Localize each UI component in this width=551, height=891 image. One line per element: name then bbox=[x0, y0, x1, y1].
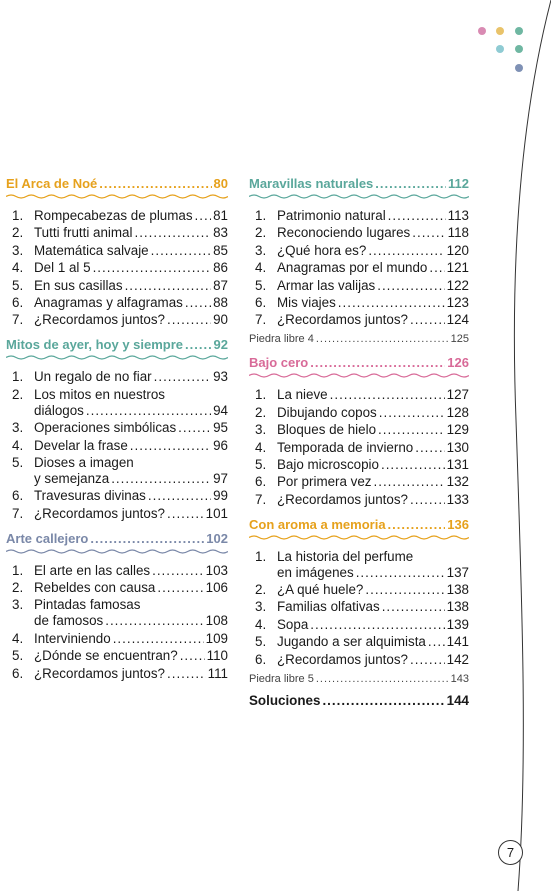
toc-entry[interactable] bbox=[6, 208, 228, 224]
entry-title: ¿Recordamos juntos? bbox=[277, 312, 408, 328]
entry-page: 128 bbox=[446, 404, 469, 420]
section-page: 136 bbox=[447, 516, 469, 532]
entry-page: 93 bbox=[213, 369, 228, 385]
entry-page: 124 bbox=[446, 312, 469, 328]
entry-number: 1. bbox=[12, 369, 24, 385]
toc-extra[interactable] bbox=[249, 332, 469, 346]
section-title[interactable] bbox=[6, 337, 228, 353]
dot-icon bbox=[478, 27, 486, 35]
entry-title: en imágenes bbox=[277, 564, 354, 580]
entry-page: 81 bbox=[213, 208, 228, 223]
dot-leader bbox=[412, 225, 445, 241]
toc-entry[interactable] bbox=[6, 225, 228, 241]
solutions-page: 144 bbox=[446, 692, 469, 708]
entry-title: Familias olfativas bbox=[277, 599, 380, 615]
entry-title: Bloques de hielo bbox=[277, 422, 377, 438]
dot-leader bbox=[125, 278, 212, 294]
entry-page: 83 bbox=[213, 225, 228, 241]
entry-page: 97 bbox=[213, 470, 228, 486]
entry-title: ¿Recordamos juntos? bbox=[34, 312, 165, 328]
section-title[interactable] bbox=[249, 517, 469, 533]
dot-leader bbox=[167, 666, 206, 682]
toc-entry[interactable] bbox=[6, 471, 228, 487]
entry-title: ¿Qué hora es? bbox=[277, 242, 367, 258]
toc-entry[interactable] bbox=[249, 225, 469, 241]
dot-leader bbox=[379, 405, 445, 421]
entry-number: 3. bbox=[12, 242, 24, 258]
toc-right-column bbox=[249, 176, 469, 717]
entry-number: 6. bbox=[12, 665, 24, 681]
section-title[interactable] bbox=[249, 355, 469, 371]
entry-number: 6. bbox=[255, 651, 267, 667]
toc-entry[interactable] bbox=[249, 652, 469, 668]
entry-number: 4. bbox=[255, 439, 267, 455]
entry-page: 129 bbox=[446, 422, 469, 438]
entry-page: 101 bbox=[205, 505, 228, 521]
dot-leader bbox=[157, 580, 203, 596]
entry-title: Del 1 al 5 bbox=[34, 260, 91, 276]
entry-title: Operaciones simbólicas bbox=[34, 420, 177, 436]
dot-leader bbox=[152, 563, 204, 579]
section-title-text: Maravillas naturales bbox=[249, 176, 374, 191]
dot-leader bbox=[178, 420, 211, 436]
dot-leader bbox=[410, 652, 445, 668]
section-title[interactable] bbox=[6, 531, 228, 547]
toc-entry[interactable] bbox=[6, 666, 228, 682]
entry-number: 6. bbox=[12, 488, 24, 504]
toc-entry[interactable] bbox=[249, 243, 469, 259]
entry-number: 7. bbox=[255, 491, 267, 507]
wavy-underline bbox=[249, 372, 469, 379]
section-title[interactable] bbox=[249, 176, 469, 192]
entry-page: 113 bbox=[447, 208, 469, 223]
toc-entry[interactable] bbox=[249, 260, 469, 276]
entry-number: 3. bbox=[12, 420, 24, 436]
entry-title: Reconociendo lugares bbox=[277, 225, 411, 241]
entry-title: ¿Dónde se encuentran? bbox=[34, 648, 178, 664]
toc-entry[interactable] bbox=[6, 278, 228, 294]
entry-page: 111 bbox=[207, 665, 228, 681]
entry-number: 5. bbox=[12, 648, 24, 664]
entry-title: Rompecabezas de plumas bbox=[34, 208, 193, 223]
toc-section bbox=[249, 355, 469, 507]
dot-leader bbox=[429, 260, 444, 276]
entry-title: y semejanza bbox=[34, 470, 110, 486]
dot-leader bbox=[151, 243, 211, 259]
section-page: 126 bbox=[447, 355, 469, 371]
entry-title: Matemática salvaje bbox=[34, 242, 149, 258]
entry-number: 1. bbox=[255, 548, 267, 564]
toc-entry[interactable] bbox=[6, 613, 228, 629]
toc-section bbox=[249, 176, 469, 346]
dot-leader bbox=[378, 422, 445, 438]
entry-number: 1. bbox=[12, 208, 24, 223]
dot-leader bbox=[167, 506, 204, 522]
toc-entry[interactable] bbox=[6, 580, 228, 596]
entry-page: 87 bbox=[213, 277, 228, 293]
page-number: 7 bbox=[498, 840, 523, 865]
extra-title: Piedra libre 5 bbox=[249, 672, 314, 685]
extra-page: 143 bbox=[450, 672, 469, 685]
section-title-text: Con aroma a memoria bbox=[249, 516, 386, 532]
entry-title: Dibujando copos bbox=[277, 404, 377, 420]
toc-extra[interactable] bbox=[249, 672, 469, 686]
entry-page: 123 bbox=[446, 294, 469, 310]
dot-leader bbox=[415, 440, 444, 456]
entry-number: 1. bbox=[255, 387, 267, 403]
entry-title: Interviniendo bbox=[34, 630, 111, 646]
toc-entry[interactable] bbox=[249, 422, 469, 438]
entry-title: ¿Recordamos juntos? bbox=[34, 665, 165, 681]
entry-page: 96 bbox=[213, 437, 228, 453]
entry-page: 127 bbox=[446, 387, 469, 403]
toc-entry[interactable] bbox=[249, 492, 469, 508]
entry-number: 5. bbox=[255, 634, 267, 650]
entry-number: 5. bbox=[255, 277, 267, 293]
dot-icon bbox=[496, 45, 504, 53]
dot-leader bbox=[113, 631, 204, 647]
entry-number: 4. bbox=[12, 630, 24, 646]
entry-number: 7. bbox=[12, 312, 24, 328]
entry-title: Mis viajes bbox=[277, 294, 336, 310]
dot-leader bbox=[388, 517, 446, 532]
entry-number: 4. bbox=[255, 616, 267, 632]
entry-page: 142 bbox=[446, 651, 469, 667]
section-page: 112 bbox=[448, 176, 469, 191]
section-title-text: El Arca de Noé bbox=[6, 176, 98, 191]
entry-page: 137 bbox=[446, 564, 469, 580]
dot-leader bbox=[377, 278, 444, 294]
entry-title: La nieve bbox=[277, 387, 328, 403]
dot-icon bbox=[515, 45, 523, 53]
section-title-text: Mitos de ayer, hoy y siempre bbox=[6, 337, 184, 353]
dot-leader bbox=[185, 295, 211, 311]
dot-leader bbox=[154, 369, 211, 385]
toc-entry[interactable] bbox=[249, 634, 469, 650]
entry-title: Jugando a ser alquimista bbox=[277, 634, 426, 650]
toc-section bbox=[6, 337, 228, 521]
entry-title: La historia del perfume bbox=[277, 548, 414, 564]
entry-title: Tutti frutti animal bbox=[34, 225, 133, 241]
entry-page: 99 bbox=[213, 488, 228, 504]
dot-leader bbox=[374, 474, 445, 490]
dot-leader bbox=[428, 634, 445, 650]
entry-number: 6. bbox=[255, 474, 267, 490]
dot-leader bbox=[99, 176, 211, 191]
entry-title: Los mitos en nuestros bbox=[34, 386, 165, 402]
entry-number: 3. bbox=[255, 242, 267, 258]
toc-entry[interactable] bbox=[249, 295, 469, 311]
dot-leader bbox=[195, 208, 212, 224]
dot-leader bbox=[338, 295, 445, 311]
entry-page: 106 bbox=[205, 580, 228, 596]
entry-title: de famosos bbox=[34, 613, 104, 629]
entry-title: ¿Recordamos juntos? bbox=[34, 505, 165, 521]
entry-page: 139 bbox=[446, 616, 469, 632]
dot-leader bbox=[368, 243, 444, 259]
section-page: 80 bbox=[213, 176, 228, 191]
entry-number: 1. bbox=[255, 208, 267, 223]
toc-entry[interactable] bbox=[6, 369, 228, 385]
entry-number: 4. bbox=[12, 437, 24, 453]
entry-number: 4. bbox=[12, 260, 24, 276]
entry-title: Patrimonio natural bbox=[277, 208, 386, 223]
entry-page: 138 bbox=[446, 599, 469, 615]
entry-title: Bajo microscopio bbox=[277, 456, 379, 472]
entry-page: 108 bbox=[205, 613, 228, 629]
entry-title: Armar las valijas bbox=[277, 277, 376, 293]
entry-page: 120 bbox=[446, 242, 469, 258]
entry-page: 132 bbox=[446, 474, 469, 490]
entry-number: 2. bbox=[12, 225, 24, 241]
entry-title: diálogos bbox=[34, 402, 84, 418]
wavy-underline bbox=[6, 354, 228, 361]
entry-title: Anagramas y alfagramas bbox=[34, 294, 183, 310]
entry-number: 4. bbox=[255, 260, 267, 276]
toc-section bbox=[249, 517, 469, 708]
entry-title: Dioses a imagen bbox=[34, 454, 134, 470]
entry-title: ¿Recordamos juntos? bbox=[277, 491, 408, 507]
toc-entry[interactable] bbox=[6, 295, 228, 311]
toc-entry[interactable] bbox=[249, 474, 469, 490]
toc-entry[interactable] bbox=[6, 243, 228, 259]
dot-icon bbox=[515, 27, 523, 35]
toc-entry[interactable] bbox=[6, 506, 228, 522]
dot-leader bbox=[130, 438, 211, 454]
entry-title: El arte en las calles bbox=[34, 562, 151, 578]
toc-entry[interactable] bbox=[249, 582, 469, 598]
entry-number: 6. bbox=[255, 294, 267, 310]
toc-entry[interactable] bbox=[6, 455, 228, 471]
toc-entry[interactable] bbox=[249, 457, 469, 473]
entry-number: 3. bbox=[255, 599, 267, 615]
dot-leader bbox=[388, 208, 446, 224]
section-page: 102 bbox=[206, 530, 228, 546]
entry-page: 90 bbox=[213, 312, 228, 328]
toc-entry[interactable] bbox=[249, 387, 469, 403]
toc-entry[interactable] bbox=[249, 440, 469, 456]
entry-number: 3. bbox=[12, 597, 24, 613]
dot-leader bbox=[382, 599, 445, 615]
toc-solutions[interactable] bbox=[249, 694, 469, 708]
dot-leader bbox=[410, 492, 445, 508]
section-title-text: Bajo cero bbox=[249, 355, 309, 371]
entry-page: 88 bbox=[213, 294, 228, 310]
toc-entry[interactable] bbox=[249, 599, 469, 615]
toc-entry[interactable] bbox=[6, 438, 228, 454]
entry-page: 95 bbox=[213, 420, 228, 436]
entry-page: 141 bbox=[446, 634, 469, 650]
toc-section bbox=[6, 176, 228, 328]
entry-page: 94 bbox=[213, 402, 228, 418]
entry-page: 133 bbox=[446, 491, 469, 507]
wavy-underline bbox=[249, 534, 469, 541]
entry-number: 2. bbox=[12, 580, 24, 596]
entry-number: 1. bbox=[12, 562, 24, 578]
dot-leader bbox=[167, 312, 211, 328]
toc-entry[interactable] bbox=[249, 312, 469, 328]
entry-number: 5. bbox=[12, 277, 24, 293]
dot-leader bbox=[148, 488, 211, 504]
toc-entry[interactable] bbox=[6, 420, 228, 436]
dot-leader bbox=[365, 582, 444, 598]
dot-leader bbox=[93, 260, 212, 276]
toc-entry[interactable] bbox=[6, 597, 228, 613]
toc-entry[interactable] bbox=[6, 648, 228, 664]
entry-page: 131 bbox=[446, 456, 469, 472]
entry-number: 3. bbox=[255, 422, 267, 438]
dot-leader bbox=[185, 337, 212, 352]
dot-leader bbox=[316, 672, 449, 686]
entry-page: 109 bbox=[205, 630, 228, 646]
toc-left-column bbox=[6, 176, 228, 691]
dot-leader bbox=[330, 387, 445, 403]
solutions-title: Soluciones bbox=[249, 692, 321, 708]
entry-title: Develar la frase bbox=[34, 437, 128, 453]
dot-leader bbox=[310, 355, 445, 370]
toc-entry[interactable] bbox=[6, 488, 228, 504]
toc-entry[interactable] bbox=[249, 208, 469, 224]
entry-number: 5. bbox=[12, 454, 24, 470]
entry-title: Rebeldes con causa bbox=[34, 580, 156, 596]
dot-leader bbox=[322, 694, 444, 708]
entry-number: 7. bbox=[12, 505, 24, 521]
dot-icon bbox=[515, 64, 523, 72]
dot-leader bbox=[105, 613, 203, 629]
toc-entry[interactable] bbox=[249, 405, 469, 421]
section-title-text: Arte callejero bbox=[6, 530, 89, 546]
toc-entry[interactable] bbox=[6, 260, 228, 276]
dot-leader bbox=[356, 565, 445, 581]
toc-entry[interactable] bbox=[249, 549, 469, 565]
entry-page: 122 bbox=[446, 277, 469, 293]
toc-section bbox=[6, 531, 228, 682]
section-title[interactable] bbox=[6, 176, 228, 192]
dot-leader bbox=[381, 457, 445, 473]
entry-title: Anagramas por el mundo bbox=[277, 260, 428, 276]
toc-entry[interactable] bbox=[249, 565, 469, 581]
entry-title: Pintadas famosas bbox=[34, 597, 141, 613]
dot-leader bbox=[86, 403, 211, 419]
entry-title: ¿A qué huele? bbox=[277, 582, 364, 598]
wavy-underline bbox=[249, 193, 469, 200]
entry-title: Travesuras divinas bbox=[34, 488, 146, 504]
entry-number: 2. bbox=[255, 225, 267, 241]
toc-entry[interactable] bbox=[6, 387, 228, 403]
toc-entry[interactable] bbox=[6, 631, 228, 647]
entry-title: En sus casillas bbox=[34, 277, 123, 293]
wavy-underline bbox=[6, 193, 228, 200]
entry-page: 110 bbox=[206, 648, 228, 664]
entry-number: 6. bbox=[12, 294, 24, 310]
entry-page: 118 bbox=[447, 225, 469, 241]
entry-number: 2. bbox=[255, 404, 267, 420]
extra-title: Piedra libre 4 bbox=[249, 333, 314, 346]
entry-title: ¿Recordamos juntos? bbox=[277, 651, 408, 667]
dot-leader bbox=[180, 648, 205, 664]
entry-page: 86 bbox=[213, 260, 228, 276]
entry-page: 103 bbox=[205, 562, 228, 578]
extra-page: 125 bbox=[450, 333, 469, 346]
dot-leader bbox=[111, 471, 211, 487]
toc-entry[interactable] bbox=[6, 403, 228, 419]
entry-page: 121 bbox=[446, 260, 469, 276]
toc-entry[interactable] bbox=[6, 563, 228, 579]
toc-entry[interactable] bbox=[249, 617, 469, 633]
entry-title: Por primera vez bbox=[277, 474, 372, 490]
dot-leader bbox=[90, 531, 204, 546]
entry-number: 7. bbox=[255, 312, 267, 328]
section-page: 92 bbox=[213, 337, 228, 353]
dot-icon bbox=[496, 27, 504, 35]
dot-leader bbox=[375, 176, 446, 191]
entry-page: 85 bbox=[213, 242, 228, 258]
entry-title: Temporada de invierno bbox=[277, 439, 414, 455]
entry-title: Un regalo de no fiar bbox=[34, 369, 152, 385]
toc-entry[interactable] bbox=[249, 278, 469, 294]
entry-page: 138 bbox=[446, 582, 469, 598]
wavy-underline bbox=[6, 548, 228, 555]
entry-number: 2. bbox=[12, 386, 24, 402]
entry-title: Sopa bbox=[277, 616, 309, 632]
dot-leader bbox=[316, 332, 449, 346]
decorative-dots bbox=[478, 27, 528, 77]
dot-leader bbox=[134, 225, 211, 241]
entry-number: 2. bbox=[255, 582, 267, 598]
toc-entry[interactable] bbox=[6, 312, 228, 328]
entry-page: 130 bbox=[446, 439, 469, 455]
dot-leader bbox=[310, 617, 444, 633]
entry-number: 5. bbox=[255, 456, 267, 472]
dot-leader bbox=[410, 312, 445, 328]
